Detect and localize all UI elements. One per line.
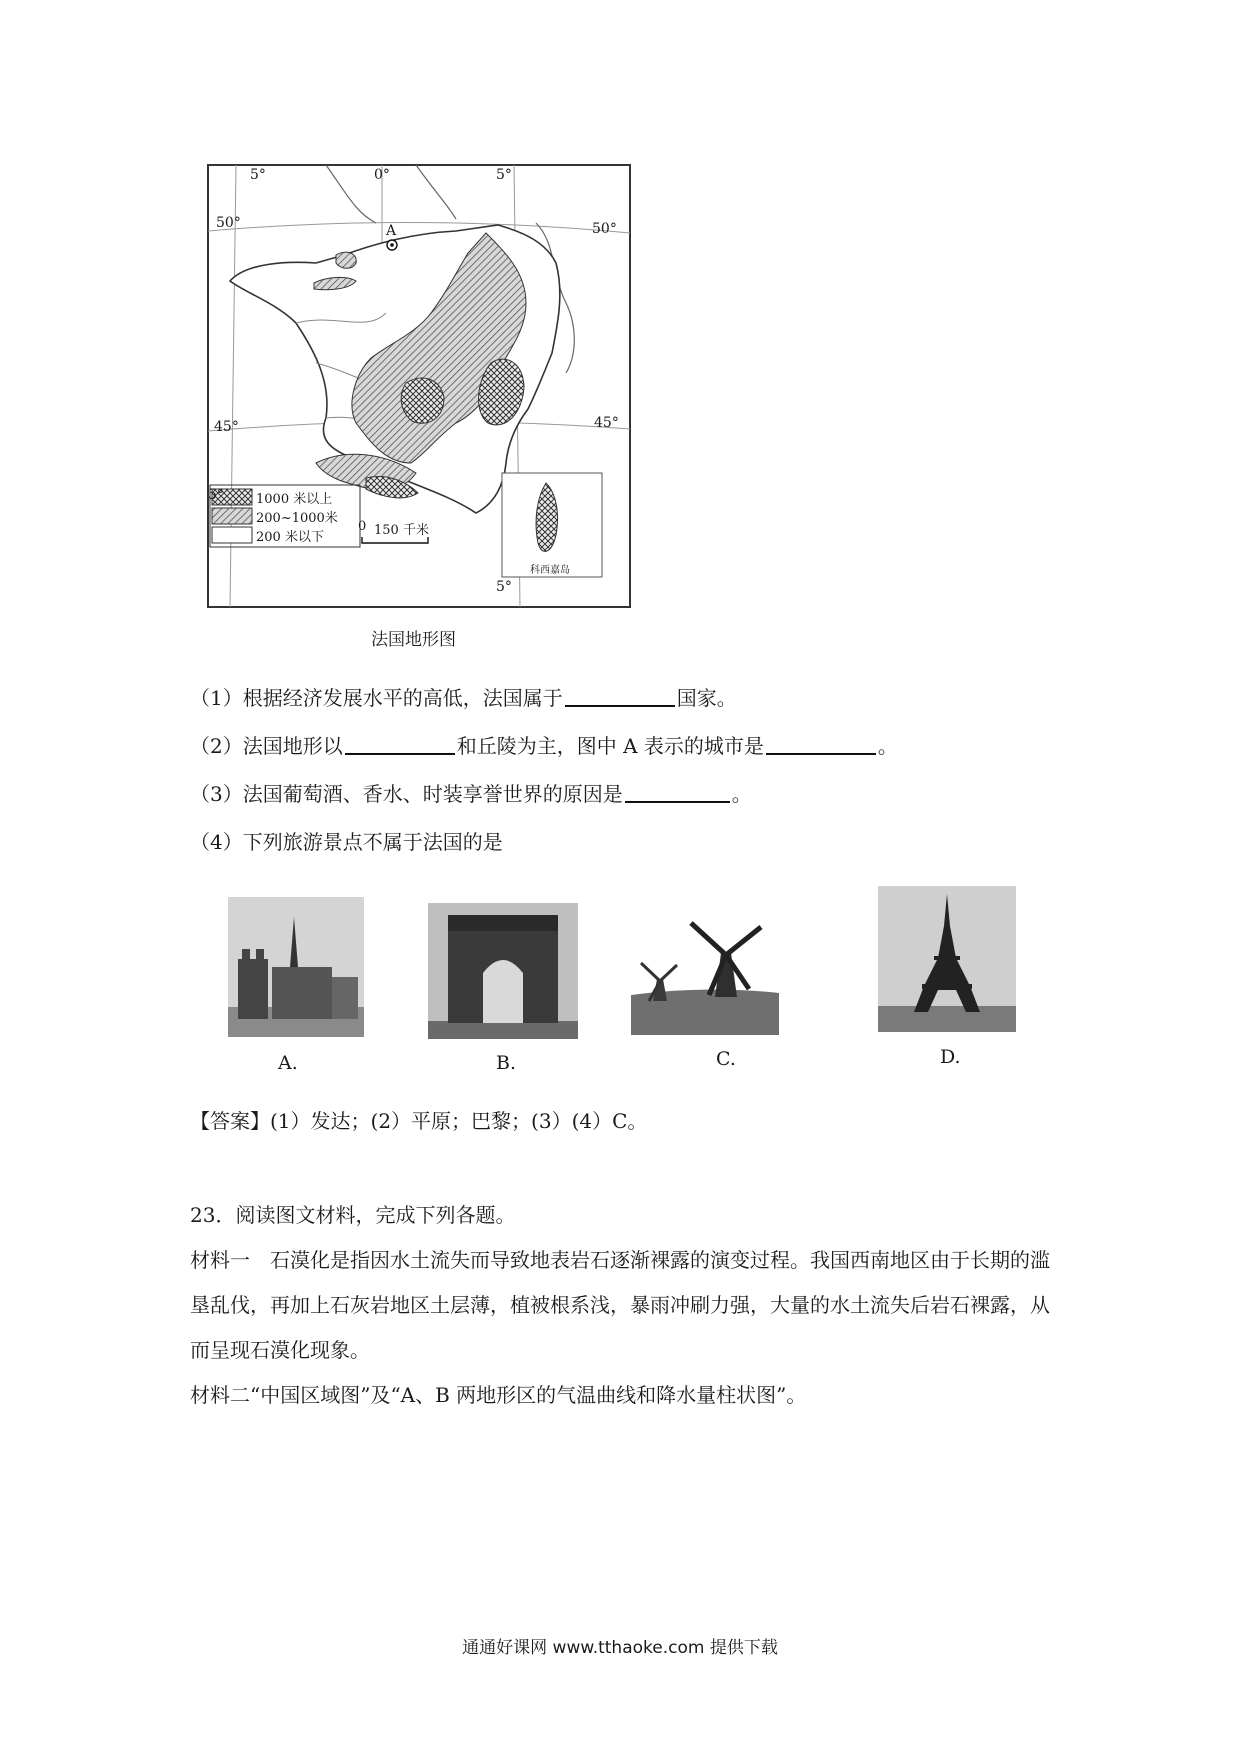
lat-label-50-right: 50° <box>592 221 617 237</box>
map-caption: 法国地形图 <box>371 630 456 650</box>
lon-label-5e-bottom: 5° <box>496 579 512 595</box>
question-4 <box>190 828 503 856</box>
question-2-suffix: 。 <box>877 734 898 758</box>
footer-text: 通通好课网 www.tthaoke.com 提供下载 <box>462 1638 778 1658</box>
material-2: 材料二“中国区域图”及“A、B 两地形区的气温曲线和降水量柱状图”。 <box>190 1383 807 1407</box>
option-d-label: D. <box>940 1046 961 1068</box>
city-label-a: A <box>386 223 397 239</box>
option-c-label: C. <box>716 1048 736 1070</box>
option-d-eiffel-tower-image <box>878 886 1016 1032</box>
question-4-text: （4）下列旅游景点不属于法国的是 <box>190 830 503 854</box>
question-2-text: （2）法国地形以 <box>190 734 343 758</box>
question-1-suffix: 国家。 <box>676 686 737 710</box>
lon-label-0: 0° <box>374 167 390 183</box>
answer-line: 【答案】(1）发达；(2）平原；巴黎；(3）(4）C。 <box>190 1109 648 1133</box>
answer-blank[interactable] <box>766 733 876 755</box>
legend-label-high: 1000 米以上 <box>256 492 333 507</box>
question-2-middle: 和丘陵为主，图中 A 表示的城市是 <box>456 734 764 758</box>
scale-label: 150 千米 <box>374 523 429 538</box>
option-c-windmill-image <box>631 897 779 1035</box>
lat-label-50-left: 50° <box>216 215 241 231</box>
option-b-arc-de-triomphe-image <box>428 903 578 1039</box>
lat-label-45-left: 45° <box>214 419 239 435</box>
lat-label-45-right: 45° <box>594 415 619 431</box>
france-terrain-map <box>206 163 632 609</box>
question-3-text: （3）法国葡萄酒、香水、时装享誉世界的原因是 <box>190 782 623 806</box>
answer-blank[interactable] <box>625 781 730 803</box>
corsica-label: 科西嘉岛 <box>530 565 570 576</box>
option-a-label: A. <box>278 1052 298 1074</box>
question-2 <box>190 732 898 760</box>
legend-label-mid: 200~1000米 <box>256 511 338 526</box>
question-23-title: 23．阅读图文材料，完成下列各题。 <box>190 1203 516 1227</box>
option-b-label: B. <box>496 1052 517 1074</box>
legend-label-low: 200 米以下 <box>256 530 324 545</box>
scale-zero-label: 0 <box>358 519 367 534</box>
lon-label-5w-bottom: 5° <box>208 487 224 503</box>
answer-blank[interactable] <box>345 733 455 755</box>
option-a-notre-dame-image <box>228 897 364 1037</box>
question-3-suffix: 。 <box>731 782 752 806</box>
lon-label-5e-top: 5° <box>496 167 512 183</box>
question-1-text: （1）根据经济发展水平的高低，法国属于 <box>190 686 563 710</box>
question-3 <box>190 780 752 808</box>
lon-label-5w-top: 5° <box>250 167 266 183</box>
answer-blank[interactable] <box>565 685 675 707</box>
material-1: 材料一 石漠化是指因水土流失而导致地表岩石逐渐裸露的演变过程。我国西南地区由于长期的滥垦乱伐，再加上石灰岩地区土层薄，植被根系浅，暴雨冲刷力强，大量的水土流失后岩石裸露，从而呈现石漠化现象。 <box>190 1248 1050 1362</box>
question-1 <box>190 684 737 712</box>
